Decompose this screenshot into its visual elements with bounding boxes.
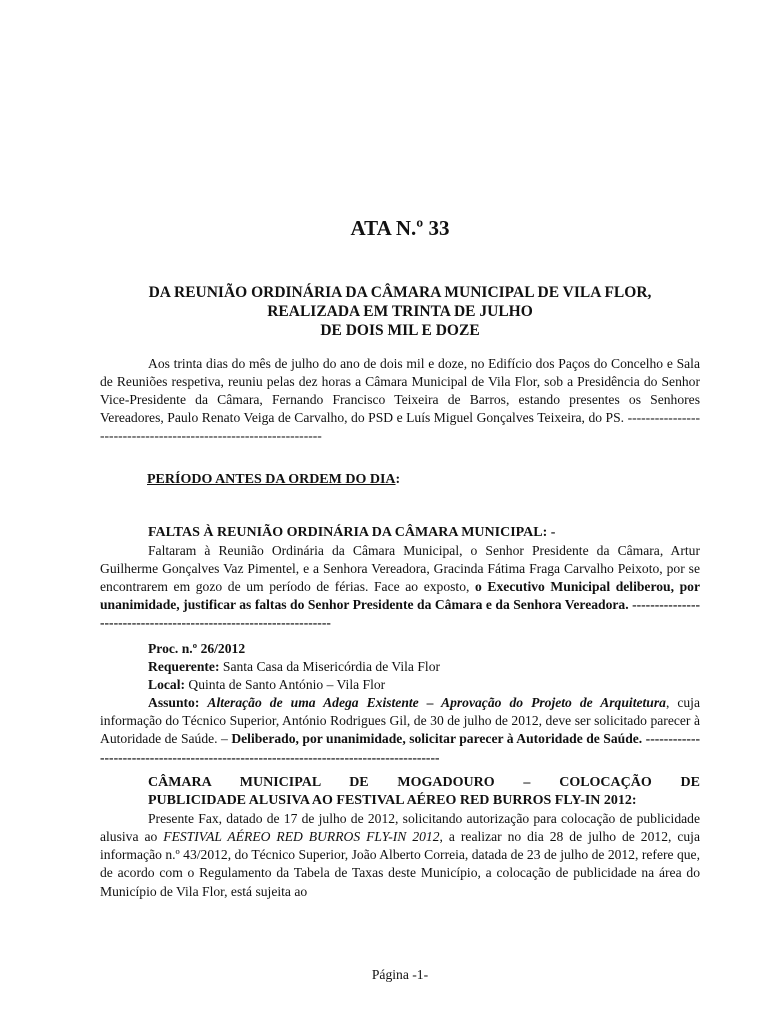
document-heading <box>100 283 700 340</box>
page-number: Página -1- <box>371 967 429 982</box>
mogadouro-text-b: , a realizar no dia 28 de julho de 2012, cuja informação n.º 43/2012, do Técnico Superior, João Alberto Correia, datada de 23 de julho de 2012, refere que, de acordo com o Regulamento da Tabela de Taxas deste Município, a colocação de publicidade na área do Município de Vila Flor, está sujeita ao <box>100 829 700 899</box>
faltas-text: Faltaram à Reunião Ordinária da Câmara Municipal, o Senhor Presidente da Câmara, Artur Guilherme Gonçalves Vaz Pimentel, e a Senhora Vereadora, Gracinda Fátima Fraga Carvalho Peixoto, por se encontrarem em gozo de um período de férias. Face ao exposto, <box>100 543 700 595</box>
proc-local <box>100 676 700 694</box>
requerente-value: Santa Casa da Misericórdia de Vila Flor <box>222 659 441 675</box>
proc-section <box>100 640 700 767</box>
local-label: Local: <box>148 677 185 693</box>
proc-number: Proc. n.º 26/2012 <box>148 641 246 656</box>
mogadouro-heading-1: CÂMARA MUNICIPAL DE MOGADOURO – COLOCAÇÃO DE <box>148 775 700 790</box>
faltas-section <box>100 524 700 633</box>
heading-line-3: DE DOIS MIL E DOZE <box>320 322 480 339</box>
proc-assunto <box>100 694 700 766</box>
requerente-label: Requerente: <box>148 659 220 675</box>
intro-text: Aos trinta dias do mês de julho do ano de dois mil e doze, no Edifício dos Paços do Concelho e Sala de Reuniões respetiva, reuniu pelas dez horas a Câmara Municipal de Vila Flor, sob a Presidência do Senhor Vice-Presidente da Câmara, Fernando Francisco Teixeira de Barros, estando presentes os Senhores Vereadores, Paulo Renato Veiga de Carvalho, do PSD e Luís Miguel Gonçalves Teixeira, do PS. ----------------------------------------------------------------- <box>100 356 700 444</box>
period-colon: : <box>395 472 401 487</box>
mogadouro-text-a: Presente Fax, datado de 17 de julho de 2012, solicitando autorização para colocação de publicidade alusiva ao <box>100 811 700 845</box>
faltas-paragraph <box>100 542 700 632</box>
local-value: Quinta de Santo António – Vila Flor <box>188 677 386 693</box>
heading-line-1: DA REUNIÃO ORDINÁRIA DA CÂMARA MUNICIPAL DE VILA FLOR, <box>148 284 652 301</box>
faltas-heading: FALTAS À REUNIÃO ORDINÁRIA DA CÂMARA MUNICIPAL: - <box>148 525 556 540</box>
heading-line-2: REALIZADA EM TRINTA DE JULHO <box>267 303 533 320</box>
assunto-label: Assunto: <box>148 695 200 711</box>
mogadouro-paragraph <box>100 810 700 900</box>
mogadouro-heading-2: PUBLICIDADE ALUSIVA AO FESTIVAL AÉREO RED BURROS FLY-IN 2012: <box>148 793 637 809</box>
assunto-value: Alteração de uma Adega Existente – Aprovação do Projeto de Arquitetura <box>207 695 666 711</box>
proc-deliberation: Deliberado, por unanimidade, solicitar parecer à Autoridade de Saúde. --------------------------------------------------------------------------------------- <box>100 731 701 765</box>
period-label: PERÍODO ANTES DA ORDEM DO DIA <box>147 472 396 487</box>
document-page <box>100 0 700 1024</box>
festival-name: FESTIVAL AÉREO RED BURROS FLY-IN 2012 <box>163 829 440 845</box>
mogadouro-section <box>100 774 700 901</box>
faltas-deliberation: o Executivo Municipal deliberou, por unanimidade, justificar as faltas do Senhor Presidente da Câmara e da Senhora Vereadora. ------------------------------------------------------------------ <box>100 579 700 631</box>
assunto-text: , cuja informação do Técnico Superior, António Rodrigues Gil, de 30 de julho de 2012, deve ser solicitado parecer à Autoridade de Saúde. – <box>100 695 700 747</box>
page-title: ATA N.º 33 <box>350 216 450 240</box>
proc-requerente <box>100 658 700 676</box>
intro-paragraph <box>100 355 700 445</box>
section-label-period <box>147 472 400 488</box>
